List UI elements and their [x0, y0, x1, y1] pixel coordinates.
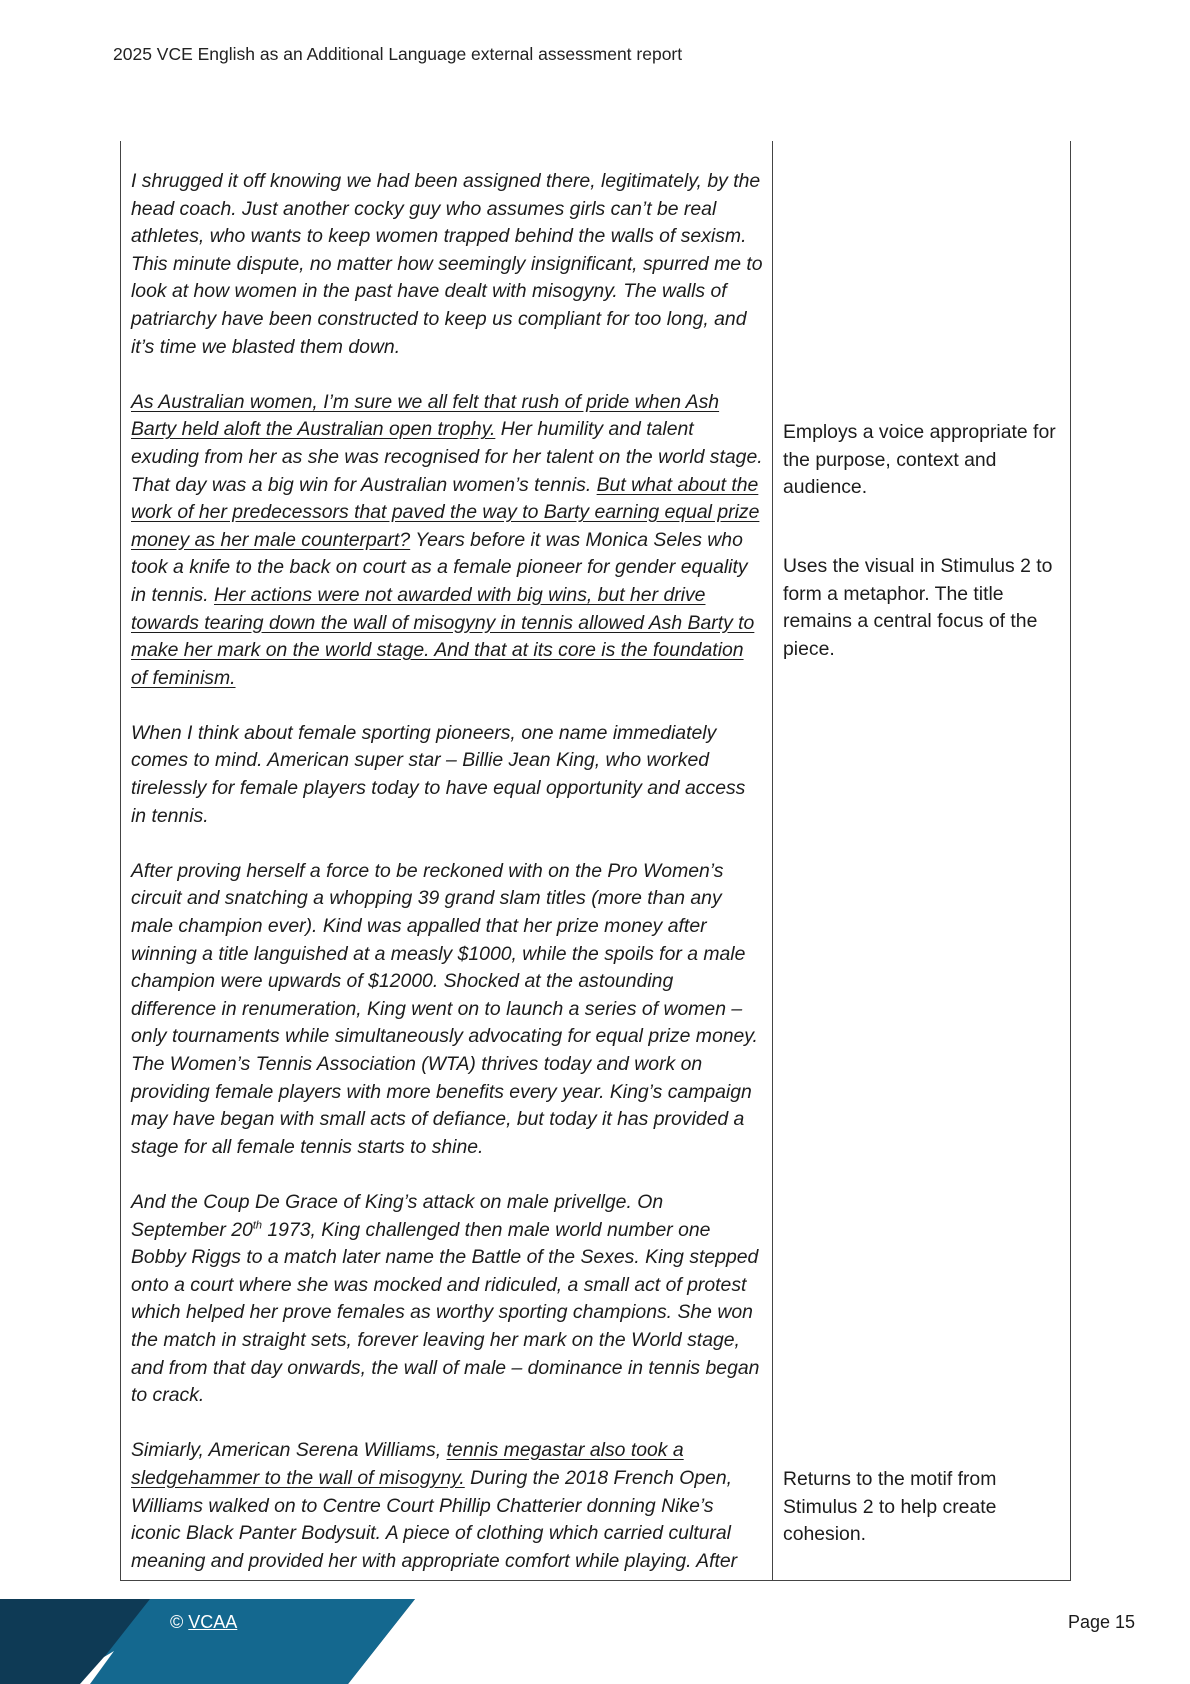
- assessor-comment-motif: Returns to the motif from Stimulus 2 to help create cohesion.: [783, 1468, 997, 1546]
- student-response-column: [131, 168, 763, 1603]
- plain-text: And the Coup De Grace of King’s attack on male privellge. On September 20: [131, 1190, 664, 1241]
- column-divider: [772, 141, 773, 1581]
- essay-paragraph-6: [131, 1437, 763, 1575]
- page-number: Page 15: [1067, 1612, 1135, 1632]
- underlined-text: Her actions were not awarded with big wins, but her drive towards tearing down the wall of misogyny in tennis allowed Ash Barty to make her mark on the world stage. And that at its core is the foundation of feminism.: [131, 583, 755, 689]
- vcaa-link[interactable]: VCAA: [188, 1612, 238, 1632]
- assessor-comment-metaphor: Uses the visual in Stimulus 2 to form a metaphor. The title remains a central focus of the piece.: [783, 555, 1053, 660]
- essay-paragraph-5: [131, 1189, 763, 1410]
- plain-text: Years before it was Monica Seles who took a knife to the back on court as a female pioneer for gender equality in tennis.: [131, 528, 748, 606]
- essay-paragraph-3: When I think about female sporting pioneers, one name immediately comes to mind. American super star – Billie Jean King, who worked tirelessly for female players today to have equal opportunity and access in tennis.: [131, 721, 746, 827]
- plain-text: During the 2018 French Open, Williams walked on to Centre Court Phillip Chatterier donning Nike’s iconic Black Panter Bodysuit. A piece of clothing which carried cultural meaning and provided her with appropriate comfort while playing. After: [131, 1466, 738, 1572]
- assessor-comment-voice: Employs a voice appropriate for the purpose, context and audience.: [783, 421, 1056, 499]
- essay-paragraph-4: After proving herself a force to be reckoned with on the Pro Women’s circuit and snatching a whopping 39 grand slam titles (more than any male champion ever). Kind was appalled that her prize money after winning a title languished at a measly $1000, while the spoils for a male champion were upwards of $12000. Shocked at the astounding difference in renumeration, King went on to launch a series of women – only tournaments while simultaneously advocating for equal prize money. The Women’s Tennis Association (WTA) thrives today and work on providing female players with more benefits every year. King’s campaign may have began with small acts of defiance, but today it has provided a stage for all female tennis starts to shine.: [131, 859, 758, 1158]
- plain-text: Her humility and talent exuding from her as she was recognised for her talent on the world stage. That day was a big win for Australian women’s tennis.: [131, 418, 763, 496]
- underlined-text: As Australian women, I’m sure we all felt that rush of pride when Ash Barty held aloft the Australian open trophy.: [131, 390, 720, 441]
- essay-paragraph-2: [131, 389, 763, 693]
- underlined-text: tennis megastar also took a sledgehammer to the wall of misogyny.: [131, 1439, 684, 1489]
- underlined-text: But what about the work of her predecessors that paved the way to Barty earning equal prize money as her male counterpart?: [131, 473, 760, 551]
- essay-paragraph-1: I shrugged it off knowing we had been assigned there, legitimately, by the head coach. Just another cocky guy who assumes girls can’t be real athletes, who wants to keep women trapped behind the walls of sexism. This minute dispute, no matter how seemingly insignificant, spurred me to look at how women in the past have dealt with misogyny. The walls of patriarchy have been constructed to keep us compliant for too long, and it’s time we blasted them down.: [131, 170, 763, 358]
- copyright-notice: [170, 1612, 237, 1633]
- superscript: th: [252, 1219, 262, 1232]
- plain-text: 1973, King challenged then male world number one Bobby Riggs to a match later name the Battle of the Sexes. King stepped onto a court where she was mocked and ridiculed, a small act of protest which helped her prove females as worthy sporting champions. She won the match in straight sets, forever leaving her mark on the World stage, and from that day onwards, the wall of male – dominance in tennis began to crack.: [131, 1218, 760, 1407]
- plain-text: Simiarly, American Serena Williams,: [131, 1439, 447, 1462]
- copyright-symbol: ©: [170, 1612, 184, 1632]
- report-title: 2025 VCE English as an Additional Language external assessment report: [113, 44, 683, 64]
